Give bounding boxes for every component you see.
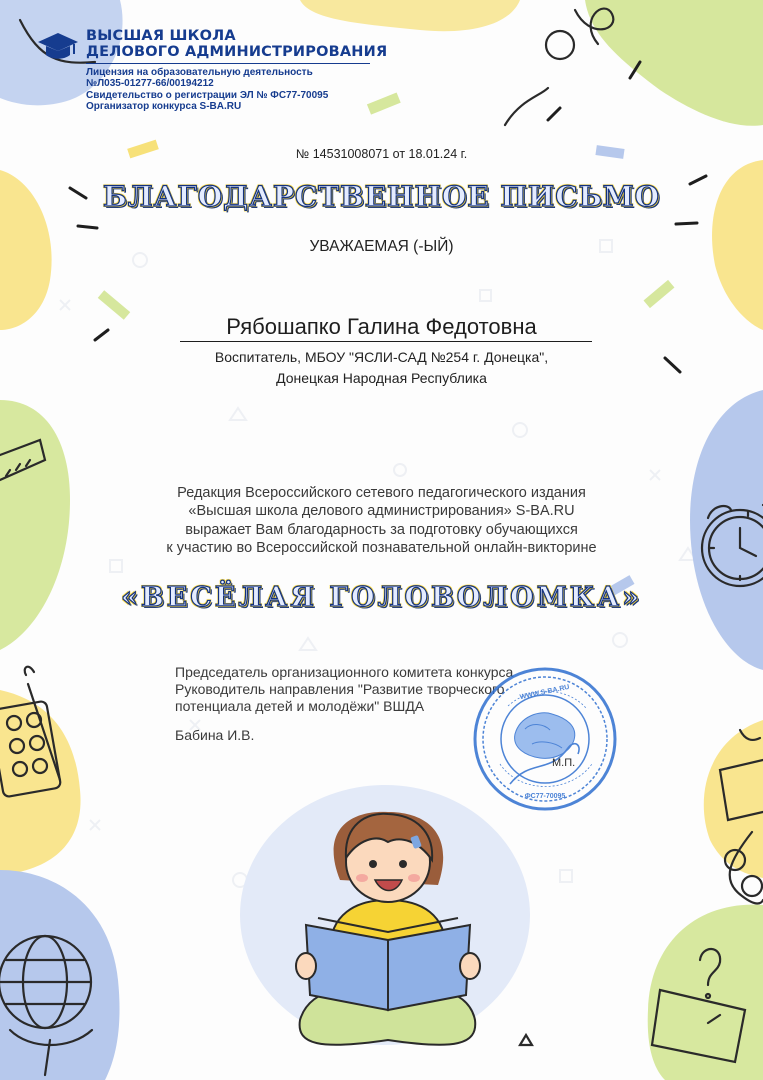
recipient-position (0, 347, 763, 389)
gratitude-line4: к участию во Всероссийской познавательной онлайн-викторине (166, 539, 597, 556)
signatory-title-line3: потенциала детей и молодёжи" ВШДА (175, 698, 425, 714)
signatory-title-line2: Руководитель направления "Развитие творческого (175, 681, 505, 697)
contest-title: «ВЕСЁЛАЯ ГОЛОВОЛОМКА» (120, 582, 643, 613)
signatory-title (175, 664, 513, 715)
organization-details (86, 67, 328, 113)
gratitude-line2: «Высшая школа делового администрирования» S-BA.RU (188, 503, 575, 520)
organization-name-line1: ВЫСШАЯ ШКОЛА (86, 28, 236, 44)
license-line2: №Л035-01277-66/00194212 (86, 78, 214, 90)
document-number: № 14531008071 от 18.01.24 г. (295, 147, 468, 161)
gratitude-text (0, 484, 763, 557)
salutation: УВАЖАЕМАЯ (-ЫЙ) (309, 238, 454, 255)
license-line1: Лицензия на образовательную деятельность (86, 67, 313, 78)
organization-name (86, 28, 387, 60)
registration-certificate: Свидетельство о регистрации ЭЛ № ФС77-70095 (86, 89, 329, 101)
gratitude-line3: выражает Вам благодарность за подготовку обучающихся (185, 521, 578, 538)
recipient-position-line2: Донецкая Народная Республика (276, 370, 487, 386)
contest-organizer: Организатор конкурса S-BA.RU (86, 101, 242, 113)
signatory-title-line1: Председатель организационного комитета конкурса (175, 664, 514, 680)
stamp-url: WWW.S-BA.RU (519, 683, 571, 702)
stamp-mark: М.П. (552, 757, 576, 769)
stamp-registration: ФС77-70095 (524, 793, 566, 800)
organization-divider (86, 63, 370, 64)
recipient-name: Рябошапко Галина Федотовна (226, 314, 537, 339)
letter-title: БЛАГОДАРСТВЕННОЕ ПИСЬМО (102, 180, 661, 213)
signatory-name: Бабина И.В. (175, 727, 255, 743)
recipient-name-underline (180, 341, 592, 342)
gratitude-line1: Редакция Всероссийского сетевого педагогического издания (177, 485, 586, 501)
recipient-position-line1: Воспитатель, МБОУ "ЯСЛИ-САД №254 г. Донецка", (214, 349, 549, 365)
official-stamp (470, 664, 620, 814)
organization-name-line2: ДЕЛОВОГО АДМИНИСТРИРОВАНИЯ (86, 44, 388, 60)
